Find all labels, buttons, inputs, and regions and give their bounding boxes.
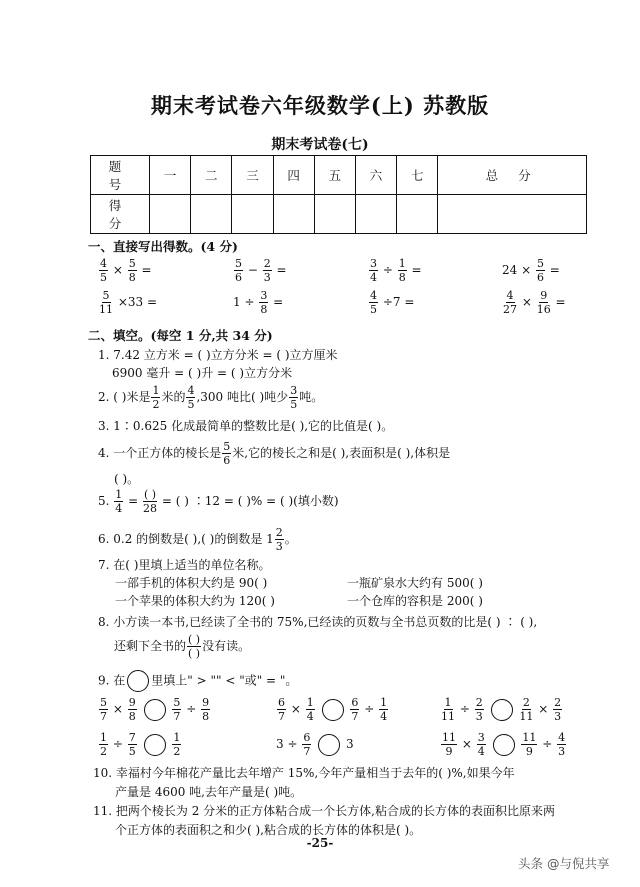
denominator: 3 xyxy=(558,745,566,758)
denominator: 4 xyxy=(306,710,314,723)
fraction xyxy=(143,489,157,514)
text: 6. 0.2 的倒数是( ),( )的倒数是 1 xyxy=(98,532,274,546)
page-title: 期末考试卷六年级数学(上) 苏教版 xyxy=(150,93,490,118)
denominator: 16 xyxy=(536,303,551,316)
denominator: 8 xyxy=(128,271,136,284)
numerator: 5 xyxy=(102,289,110,302)
fraction xyxy=(187,634,201,659)
equals: = xyxy=(411,263,422,277)
compare-item xyxy=(98,697,211,722)
numerator: 4 xyxy=(187,384,195,397)
denominator: 6 xyxy=(235,271,242,284)
equals: = xyxy=(141,263,152,277)
denominator: 2 xyxy=(152,398,160,411)
denominator: 5 xyxy=(290,398,298,411)
circle-blank[interactable] xyxy=(144,699,166,721)
expression-prefix: 24 × xyxy=(502,263,532,277)
numerator: 6 xyxy=(351,696,359,709)
numerator: 3 xyxy=(260,289,268,302)
numerator: 3 xyxy=(477,731,485,744)
fraction xyxy=(441,697,455,722)
operator: × xyxy=(112,702,123,716)
denominator: 3 xyxy=(275,540,283,553)
section1-heading: 一、直接写出得数。(4 分) xyxy=(88,239,238,254)
equals: = xyxy=(549,263,560,277)
calc-item xyxy=(502,258,560,283)
fraction xyxy=(521,732,537,757)
numerator: 7 xyxy=(128,731,136,744)
fraction xyxy=(557,732,566,757)
numerator: 5 xyxy=(536,257,544,270)
fraction xyxy=(128,732,137,757)
score-table xyxy=(90,155,587,234)
denominator: 7 xyxy=(173,710,181,723)
fraction xyxy=(99,290,113,315)
numerator: 2 xyxy=(554,696,562,709)
numerator: 2 xyxy=(263,257,271,270)
score-cell: 得 分 xyxy=(91,195,150,234)
question-8b xyxy=(114,634,250,659)
score-cell: 题 号 xyxy=(91,156,150,195)
calc-item xyxy=(368,258,422,283)
question-7c: 一个苹果的体积大约为 120( ) xyxy=(115,594,275,608)
numerator: 3 xyxy=(370,257,377,270)
score-cell: 二 xyxy=(191,156,232,195)
denominator: 11 xyxy=(99,303,113,316)
fraction xyxy=(172,732,181,757)
score-input[interactable] xyxy=(438,195,587,234)
fraction xyxy=(186,385,195,410)
text: 5. xyxy=(98,494,110,508)
text: 没有读。 xyxy=(202,639,251,653)
numerator: 5 xyxy=(173,696,181,709)
denominator: 2 xyxy=(100,745,107,758)
question-7d: 一个仓库的容积是 200( ) xyxy=(347,594,483,608)
question-9 xyxy=(98,670,297,692)
expression-prefix: 3 ÷ xyxy=(276,737,298,751)
fraction xyxy=(263,258,272,283)
question-11b: 个正方体的表面积之和少( ),粘合成的长方体的体积是( )。 xyxy=(115,823,422,837)
fraction xyxy=(172,697,181,722)
numerator: 4 xyxy=(558,731,566,744)
fraction xyxy=(114,489,123,514)
question-10a: 10. 幸福村今年棉花产量比去年增产 15%,今年产量相当于去年的( )%,如果今年 xyxy=(93,766,515,780)
operator: − xyxy=(247,263,258,277)
fraction xyxy=(99,732,108,757)
operator: ÷ xyxy=(364,702,375,716)
fraction xyxy=(302,732,311,757)
question-4 xyxy=(98,441,450,466)
numerator: 1 xyxy=(115,488,123,501)
numerator: 4 xyxy=(370,289,377,302)
fraction xyxy=(222,441,231,466)
denominator: 5 xyxy=(128,745,136,758)
score-cell: 一 xyxy=(150,156,191,195)
numerator: 1 xyxy=(100,731,107,744)
score-input[interactable] xyxy=(355,195,396,234)
text: 米,它的棱长之和是( ),表面积是( ),体积是 xyxy=(232,446,451,460)
denominator: 4 xyxy=(370,271,377,284)
denominator: 8 xyxy=(260,303,268,316)
numerator: 9 xyxy=(128,696,136,709)
denominator: 9 xyxy=(525,745,533,758)
numerator: 5 xyxy=(100,696,107,709)
numerator: 5 xyxy=(128,257,136,270)
denominator: 3 xyxy=(475,710,483,723)
fraction xyxy=(128,697,137,722)
text: 9. 在 xyxy=(98,673,126,688)
section2-heading: 二、填空。(每空 1 分,共 34 分) xyxy=(88,328,273,343)
circle-blank[interactable] xyxy=(127,670,149,692)
expression-suffix: ÷7 = xyxy=(382,295,415,309)
numerator: 6 xyxy=(278,696,285,709)
fraction xyxy=(259,290,268,315)
text: 吨。 xyxy=(299,390,324,404)
calc-item xyxy=(98,290,157,315)
compare-item xyxy=(276,732,354,757)
denominator: 4 xyxy=(477,745,485,758)
fraction xyxy=(537,290,551,315)
fraction xyxy=(477,732,486,757)
score-input[interactable] xyxy=(232,195,273,234)
denominator: 4 xyxy=(115,502,123,515)
operator: ÷ xyxy=(186,702,197,716)
numerator: 5 xyxy=(235,257,242,270)
score-input[interactable] xyxy=(191,195,232,234)
denominator: 8 xyxy=(128,710,136,723)
denominator: 6 xyxy=(536,271,544,284)
denominator: 28 xyxy=(143,502,158,515)
numerator: 4 xyxy=(100,257,107,270)
circle-blank[interactable] xyxy=(318,734,340,756)
numerator: 9 xyxy=(540,289,548,302)
question-3: 3. 1∶0.625 化成最简单的整数比是( ),它的比值是( )。 xyxy=(98,419,394,433)
expression-suffix: 3 xyxy=(346,737,354,751)
question-2 xyxy=(98,385,323,410)
fraction xyxy=(369,258,378,283)
fraction xyxy=(277,697,286,722)
text: ,300 吨比( )吨少 xyxy=(196,390,289,404)
calc-item xyxy=(233,258,287,283)
numerator: 2 xyxy=(275,526,283,539)
calc-item xyxy=(502,290,566,315)
question-1b: 6900 毫升 = ( )升 = ( )立方分米 xyxy=(112,366,293,380)
question-1a: 1. 7.42 立方米 = ( )立方分米 = ( )立方厘米 xyxy=(98,348,338,362)
circle-blank[interactable] xyxy=(491,699,513,721)
fraction xyxy=(519,697,533,722)
watermark: 头条 @与倪共享 xyxy=(518,856,610,871)
question-7a: 一部手机的体积大约是 90( ) xyxy=(115,576,268,590)
fraction xyxy=(234,258,243,283)
text: 2. ( )米是 xyxy=(98,390,151,404)
numerator: 1 xyxy=(173,731,181,744)
denominator: 8 xyxy=(398,271,406,284)
operator: ÷ xyxy=(542,737,553,751)
fraction xyxy=(369,290,378,315)
denominator: 5 xyxy=(100,271,107,284)
text: 还剩下全书的 xyxy=(114,639,187,653)
circle-blank[interactable] xyxy=(322,699,344,721)
fraction xyxy=(151,385,160,410)
denominator: 3 xyxy=(554,710,562,723)
denominator: 11 xyxy=(441,710,455,723)
compare-item xyxy=(440,732,567,757)
operator: ÷ xyxy=(112,737,123,751)
text: 4. 一个正方体的棱长是 xyxy=(98,446,222,460)
question-10b: 产量是 4600 吨,去年产量是( )吨。 xyxy=(115,785,303,799)
denominator: 11 xyxy=(519,710,534,723)
score-input[interactable] xyxy=(397,195,438,234)
numerator: 2 xyxy=(475,696,483,709)
question-11a: 11. 把两个棱长为 2 分米的正方体粘合成一个长方体,粘合成的长方体的表面积比原来两 xyxy=(93,804,555,818)
equals: = xyxy=(276,263,287,277)
operator: × xyxy=(538,702,549,716)
circle-blank[interactable] xyxy=(493,734,515,756)
expression-prefix: 1 ÷ xyxy=(233,295,255,309)
numerator: 1 xyxy=(380,696,388,709)
score-cell: 七 xyxy=(397,156,438,195)
operator: ÷ xyxy=(459,702,470,716)
question-5 xyxy=(98,489,339,514)
numerator: 1 xyxy=(398,257,406,270)
denominator: 8 xyxy=(202,710,210,723)
numerator: 4 xyxy=(506,289,514,302)
numerator: 1 xyxy=(444,696,452,709)
denominator: 5 xyxy=(370,303,377,316)
denominator: 7 xyxy=(278,710,285,723)
score-cell: 总 分 xyxy=(438,156,587,195)
fraction xyxy=(350,697,359,722)
score-cell: 四 xyxy=(273,156,314,195)
text: 米的 xyxy=(161,390,186,404)
operator: × xyxy=(290,702,301,716)
calc-item xyxy=(98,258,152,283)
exam-subtitle: 期末考试卷(七) xyxy=(271,137,369,153)
fraction xyxy=(99,697,108,722)
circle-blank[interactable] xyxy=(144,734,166,756)
fraction xyxy=(475,697,484,722)
calc-item xyxy=(368,290,414,315)
expression-suffix: ×33 = xyxy=(117,295,158,309)
denominator: 27 xyxy=(503,303,517,316)
denominator: 7 xyxy=(303,745,311,758)
fraction xyxy=(379,697,388,722)
numerator: ( ) xyxy=(188,633,201,646)
numerator: 11 xyxy=(442,731,456,744)
denominator: 3 xyxy=(263,271,271,284)
denominator: 7 xyxy=(100,710,107,723)
question-6 xyxy=(98,527,297,552)
score-value-row xyxy=(91,195,587,234)
denominator: 5 xyxy=(187,398,195,411)
fraction xyxy=(128,258,137,283)
numerator: 11 xyxy=(522,731,537,744)
text: 。 xyxy=(284,532,297,546)
fraction xyxy=(503,290,517,315)
question-7b: 一瓶矿泉水大约有 500( ) xyxy=(347,576,483,590)
text: = ( ) ∶12 = ( )% = ( )(填小数) xyxy=(161,494,339,508)
page-number: -25- xyxy=(306,836,334,850)
question-4b: ( )。 xyxy=(114,472,140,486)
compare-item xyxy=(440,697,563,722)
fraction xyxy=(306,697,315,722)
denominator: 2 xyxy=(173,745,181,758)
denominator: 4 xyxy=(380,710,388,723)
fraction xyxy=(201,697,210,722)
denominator: 7 xyxy=(351,710,359,723)
compare-item xyxy=(276,697,389,722)
fraction xyxy=(99,258,108,283)
denominator: 6 xyxy=(223,454,231,467)
operator: × xyxy=(461,737,472,751)
score-cell: 六 xyxy=(355,156,396,195)
fraction xyxy=(536,258,545,283)
numerator: 1 xyxy=(306,696,314,709)
fraction xyxy=(398,258,407,283)
numerator: ( ) xyxy=(144,488,157,501)
fraction xyxy=(289,385,298,410)
question-8a: 8. 小方读一本书,已经读了全书的 75%,已经读的页数与全书总页数的比是( ) ∶ ( ), xyxy=(98,615,538,629)
question-7: 7. 在( )里填上适当的单位名称。 xyxy=(98,558,271,572)
equals: = xyxy=(273,295,284,309)
numerator: 2 xyxy=(522,696,530,709)
score-cell: 五 xyxy=(314,156,355,195)
fraction xyxy=(553,697,562,722)
score-input[interactable] xyxy=(150,195,191,234)
score-input[interactable] xyxy=(314,195,355,234)
text: 里填上" > "" < "或" = "。 xyxy=(151,673,298,688)
numerator: 3 xyxy=(290,384,298,397)
fraction xyxy=(441,732,457,757)
fraction xyxy=(275,527,284,552)
numerator: 6 xyxy=(303,731,311,744)
operator: × xyxy=(521,295,532,309)
equals: = xyxy=(128,494,139,508)
score-input[interactable] xyxy=(273,195,314,234)
numerator: 9 xyxy=(202,696,210,709)
operator: ÷ xyxy=(382,263,393,277)
compare-item xyxy=(98,732,182,757)
numerator: 5 xyxy=(223,440,231,453)
denominator: 9 xyxy=(445,745,453,758)
numerator: 1 xyxy=(152,384,160,397)
score-cell: 三 xyxy=(232,156,273,195)
calc-item xyxy=(233,290,283,315)
denominator: ( ) xyxy=(188,647,201,660)
operator: × xyxy=(112,263,123,277)
equals: = xyxy=(555,295,566,309)
score-header-row xyxy=(91,156,587,195)
